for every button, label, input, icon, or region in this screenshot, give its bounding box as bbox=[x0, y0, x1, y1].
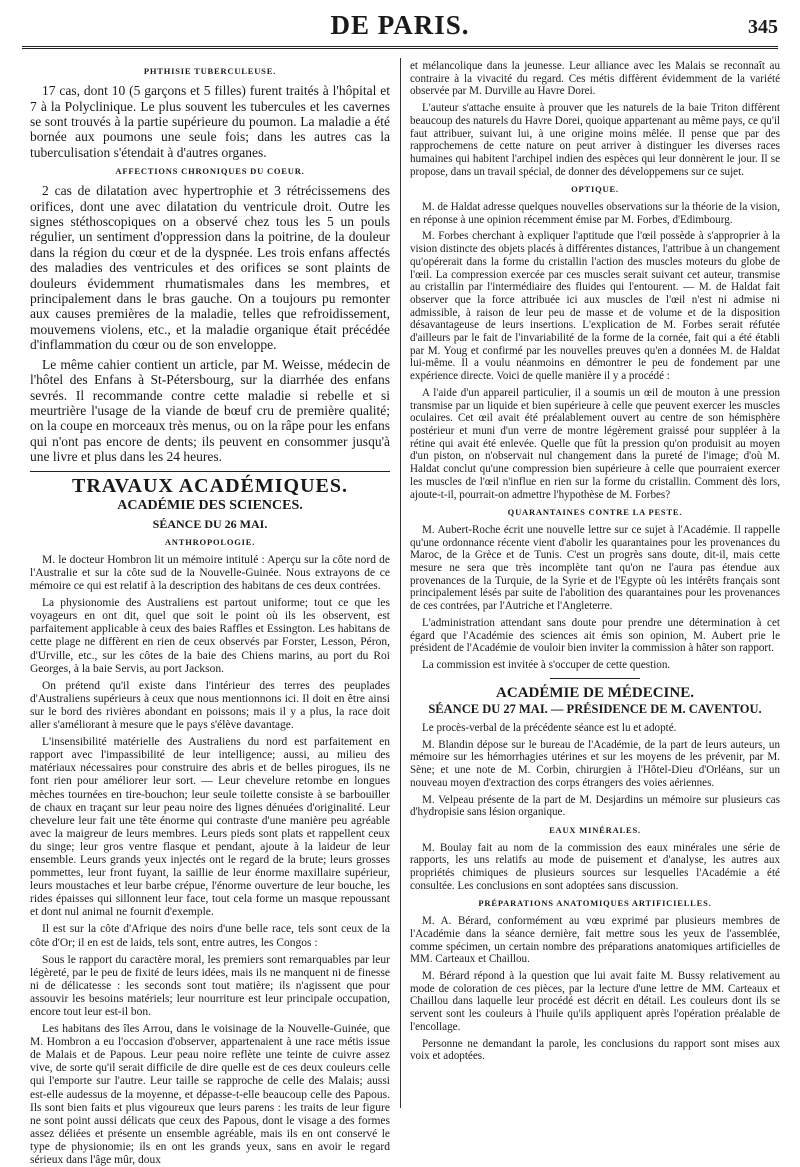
page-title: DE PARIS. bbox=[330, 10, 470, 40]
paragraph: M. A. Bérard, conformément au vœu exprimé par plusieurs membres de l'Académie dans la séance dernière, fait mettre sous les yeux de l'assemblée, comme spécimen, un certain nombre des préparations anatomiques artificielles de MM. Carteaux et Chaillou. bbox=[410, 915, 780, 966]
intro-block bbox=[30, 83, 390, 464]
session-title: SÉANCE DU 27 MAI. — PRÉSIDENCE DE M. CAVENTOU. bbox=[428, 702, 762, 717]
paragraph: M. le docteur Hombron lit un mémoire intitulé : Aperçu sur la côte nord de l'Australie et sur la côte sud de la Nouvelle-Guinée. Nous extrayons de ce mémoire ce qui est relatif à la description des habitans de ces deux contrées. bbox=[30, 553, 390, 593]
paragraph: Sous le rapport du caractère moral, les premiers sont remarquables par leur légèreté, par le peu de fixité de leurs idées, mais ils ne manquent ni de finesse ni de délicatesse : les seconds sont tout matière; ils n'agissent que pour assouvir les besoins matériels; leur nourriture est leur principale occupation, encore tout leur est-il bon. bbox=[30, 953, 390, 1018]
section-heading: EAUX MINÉRALES. bbox=[549, 824, 641, 835]
academy-title: ACADÉMIE DES SCIENCES. bbox=[117, 497, 303, 513]
paragraph: M. Boulay fait au nom de la commission des eaux minérales une série de rapports, les uns relatifs au mode de puisement et d'analyse, les autres aux propriétés chimiques de plusieurs sources sur lesquelles l'Académie a été consultée. Les conclusions en sont adoptées sans discussion. bbox=[410, 841, 780, 892]
divider bbox=[550, 678, 640, 679]
section-heading: PHTHISIE TUBERCULEUSE. bbox=[143, 66, 277, 76]
section-heading: ANTHROPOLOGIE. bbox=[164, 536, 256, 547]
left-column bbox=[30, 60, 390, 1167]
column-divider bbox=[400, 58, 401, 1108]
paragraph: L'insensibilité matérielle des Australiens du nord est parfaitement en rapport avec l'impassibilité de leur intelligence; aussi, au milieu des matériaux nécessaires pour construire des abris et de belles pirogues, ils ne font rien pour améliorer leur sort. — Leur chevelure retombe en longues mèches tournées en tire-bouchon; leur seule toilette consiste à se barbouiller de chaux en traçant sur leur peau noire des lignes dénuées d'originalité. Leur chevelure leur fait une tête énorme qui contraste d'une manière peu agréable avec la maigreur de leurs membres. Leurs pieds sont plats et rappellent ceux du singe; leur gros ventre flasque et pendant, ajoute à la laideur de leur ensemble. Leurs grands yeux injectés ont le regard de la brute; leurs grosses pommettes, leur front fuyant, la saillie de leur énorme maxillaire supérieur, leurs moustaches et leur barbe crépue, l'énorme ouverture de leur bouche, les rides épaisses qui sillonnent leur face, tout cela forme un masque repoussant et dont nul animal ne fournit d'exemple. bbox=[30, 736, 390, 919]
paragraph: et mélancolique dans la jeunesse. Leur alliance avec les Malais se reconnaît au contraire à la vivacité du regard. Ces métis diffèrent évidemment de la variété observée par M. Durville au Havre Dorei. bbox=[410, 60, 780, 98]
session-title: SÉANCE DU 26 MAI. bbox=[152, 516, 268, 531]
paragraph: Il est sur la côte d'Afrique des noirs d'une belle race, tels sont ceux de la côte d'Or; il en est de laids, tels sont, entre autres, les Congos : bbox=[30, 923, 390, 949]
section-heading: OPTIQUE. bbox=[571, 184, 619, 195]
paragraph: A l'aide d'un appareil particulier, il a soumis un œil de mouton à une pression transmise par un liquide et bien supérieure à celle que peuvent exercer les muscles oculaires. Cet œil avait été préalablement ouvert au centre de son hémisphère postérieur et muni d'un verre de montre légèrement graissé pour suppléer à la rétine qui avait été enlevée. Quelle que fût la pression qu'on produisit au moyen d'un piston, on n'observait nul changement dans la pureté de l'image; d'où M. Haldat conclut qu'une compression bien supérieure à celle que pourraient exercer les muscles de l'œil n'influe en rien sur la forme du cristallin. Comment dès lors, ajoute-t-il, pourrait-on admettre l'hypothèse de M. Forbes? bbox=[410, 386, 780, 501]
academy-title: ACADÉMIE DE MÉDECINE. bbox=[496, 684, 694, 701]
section-heading: QUARANTAINES CONTRE LA PESTE. bbox=[507, 507, 683, 518]
page-header bbox=[0, 0, 800, 52]
paragraph: 17 cas, dont 10 (5 garçons et 5 filles) furent traités à l'hôpital et 7 à la Polyclinique. Le plus souvent les tubercules et les cavernes se sont trouvés à la partie supérieure du poumon. La maladie a été bornée aux poumons une seule fois; dans les autres cas la tuberculisation s'étendait à d'autres organes. bbox=[30, 83, 390, 160]
paragraph: M. Bérard répond à la question que lui avait faite M. Bussy relativement au mode de coloration de ces pièces, par la lecture d'une lettre de MM. Carteaux et Chaillou dans laquelle leur procédé est décrit en détail. Les couleurs dont ils se servent sont les couleurs à l'huile qu'ils appliquent après l'opération préalable de l'encollage. bbox=[410, 970, 780, 1033]
paragraph: La physionomie des Australiens est partout uniforme; tout ce que les voyageurs en ont dit, quel que soit le point où ils les observent, est parfaitement applicable à ceux des baies Raffles et Essington. Les habitans de cette plage ne diffèrent en rien de ceux observés par Forster, Lesson, Péron, d'Urville, etc., sur les côtes de la baie des Chiens marins, au port du Roi Georges, à la baie Servis, au port Jackson. bbox=[30, 597, 390, 675]
paragraph: L'administration attendant sans doute pour prendre une détermination à cet égard que l'Académie des sciences ait émis son opinion, M. Aubert prie le président de l'Académie de vouloir bien inviter la commission à hâter son rapport. bbox=[410, 616, 780, 655]
paragraph: M. Velpeau présente de la part de M. Desjardins un mémoire sur plusieurs cas d'hydropisie sans lésion organique. bbox=[410, 793, 780, 819]
right-column bbox=[410, 60, 780, 1108]
paragraph: La commission est invitée à s'occuper de cette question. bbox=[422, 658, 671, 671]
paragraph: M. de Haldat adresse quelques nouvelles observations sur la théorie de la vision, en réponse à une opinion récemment émise par M. Forbes, d'Edimbourg. bbox=[410, 201, 780, 226]
paragraph: Les habitans des îles Arrou, dans le voisinage de la Nouvelle-Guinée, que M. Hombron a eu l'occasion d'observer, appartenaient à une race métis issue de Malais et de Papous. Leur peau noire reflète une teinte de cuivre assez vive, de sorte qu'il serait difficile de dire quelle est de ces deux couleurs celle qui l'emporte sur l'autre. Leur taille se rapproche de celle des Malais; aussi est-elle audessus de la moyenne, et dépasse-t-elle beaucoup celle des Papous. Ils sont bien faits et plus vigoureux que leurs parens : les traits de leur figure ne sont point aussi délicats que ceux des Papous, dont le visage a des formes assez déliées et présente un ensemble agréable, mais ils en ont conservé le type de physionomie; ils en ont les grands yeux, sans en avoir le regard sérieux dans l'âge mûr, doux bbox=[30, 1023, 390, 1167]
divider bbox=[30, 471, 390, 472]
paragraph: Personne ne demandant la parole, les conclusions du rapport sont mises aux voix et adoptées. bbox=[410, 1037, 780, 1063]
paragraph: 2 cas de dilatation avec hypertrophie et 3 rétrécissemens des orifices, dont une avec dilatation du ventricule droit. Outre les signes stéthoscopiques on a observé chez tous les 5 un pouls régulier, un sentiment d'oppression dans la poitrine, de la douleur dans la région du cœur et de la dyspnée. Les trois enfans affectés des maladies des ventricules et des orifices se sont plaints de douleurs évidemment rhumatismales dans les membres, et principalement dans le bras gauche. On a toujours pu remonter aux causes premières de la maladie, telles que refroidissement, mouvemens violens, etc., et la maladie organique était précédée d'inflammation du cœur ou de son enveloppe. bbox=[30, 183, 390, 353]
paragraph: L'auteur s'attache ensuite à prouver que les naturels de la baie Triton diffèrent beaucoup des naturels du Havre Dorei, quoique appartenant au même pays, ce qu'il faut attribuer, suivant lui, à une origine moins mêlée. Il pense que par des rapprochemens de cette nature on peut arriver à distinguer les diverses races humaines qui habitent l'archipel indien des espèces qui leur donnèrent le jour. Il se propose, dans un travail spécial, de donner des développemens sur ce sujet. bbox=[410, 102, 780, 178]
section-title: TRAVAUX ACADÉMIQUES. bbox=[72, 474, 348, 497]
paragraph: Le procès-verbal de la précédente séance est lu et adopté. bbox=[422, 722, 677, 735]
paragraph: On prétend qu'il existe dans l'intérieur des terres des peuplades d'Australiens supérieurs à ceux que nous mentionnons ici. Il doit en être ainsi sur le bord des rivières abondant en poissons; mais il y a plus, la race doit aller s'améliorant à mesure que le pays s'élève davantage. bbox=[30, 679, 390, 732]
section-heading: PRÉPARATIONS ANATOMIQUES ARTIFICIELLES. bbox=[478, 898, 712, 909]
paragraph: M. Aubert-Roche écrit une nouvelle lettre sur ce sujet à l'Académie. Il rappelle qu'une ordonnance récente vient d'abolir les quarantaines pour les provenances du Maroc, de la Grèce et de Tunis. C'est un progrès sans doute, dit-il, mais cette mesure ne sera que très incomplète tant qu'on ne l'aura pas étendue aux provenances de la Turquie, de la Syrie et de l'Egypte où les intérêts français sont principalement lésés par suite de l'abolition des quarantaines pour les provenances de ces contrées, par l'Autriche et l'Angleterre. bbox=[410, 523, 780, 613]
paragraph: M. Blandin dépose sur le bureau de l'Académie, de la part de leurs auteurs, un mémoire sur les hémorrhagies utérines et sur les moyens de les prévenir, par M. Sène; et une note de M. Corbin, chirurgien à l'Hôtel-Dieu d'Orléans, sur un nouveau moyen d'extraction des corps étrangers des voies aériennes. bbox=[410, 738, 780, 789]
section-heading: AFFECTIONS CHRONIQUES DU COEUR. bbox=[115, 166, 305, 177]
page-number: 345 bbox=[748, 16, 778, 38]
paragraph: M. Forbes cherchant à expliquer l'aptitude que l'œil possède à s'approprier à la vision distincte des objets placés à différentes distances, l'attribue à un changement qu'opérerait dans la forme du cristallin l'action des muscles moteurs du globe de l'œil. La compression exercée par ces muscles serait suivant cet auteur, transmise au cristallin par l'intermédiaire des fluides qui l'entourent. — M. de Haldat fait observer que la force attribuée ici aux muscles de l'œil n'est ni admise ni admissible, à raison de leur peu de masse et de volume et de la disposition désavantageuse de leurs insertions. L'explication de M. Forbes serait réfutée d'ailleurs par le fait de l'invariabilité de la forme de la cornée, fait qui a été établi par M. Youg et confirmé par les nouvelles preuves qu'en a données M. de Haldat lui-même. Il a voulu néanmoins en démontrer le peu de fondement par une expérience directe. Voici de quelle manière il y a procédé : bbox=[410, 230, 780, 383]
header-rule bbox=[22, 46, 778, 49]
paragraph: Le même cahier contient un article, par M. Weisse, médecin de l'hôtel des Enfans à St-Pétersbourg, sur la diarrhée des enfans sevrés. Il recommande contre cette maladie si rebelle et si meurtrière l'usage de la viande de bœuf cru de première qualité; on la coupe en morceaux très menus, ou on la râpe pour les enfans qui n'ont pas encore de dents; ils peuvent en consommer jusqu'à une livre et plus dans les 24 heures. bbox=[30, 356, 390, 465]
